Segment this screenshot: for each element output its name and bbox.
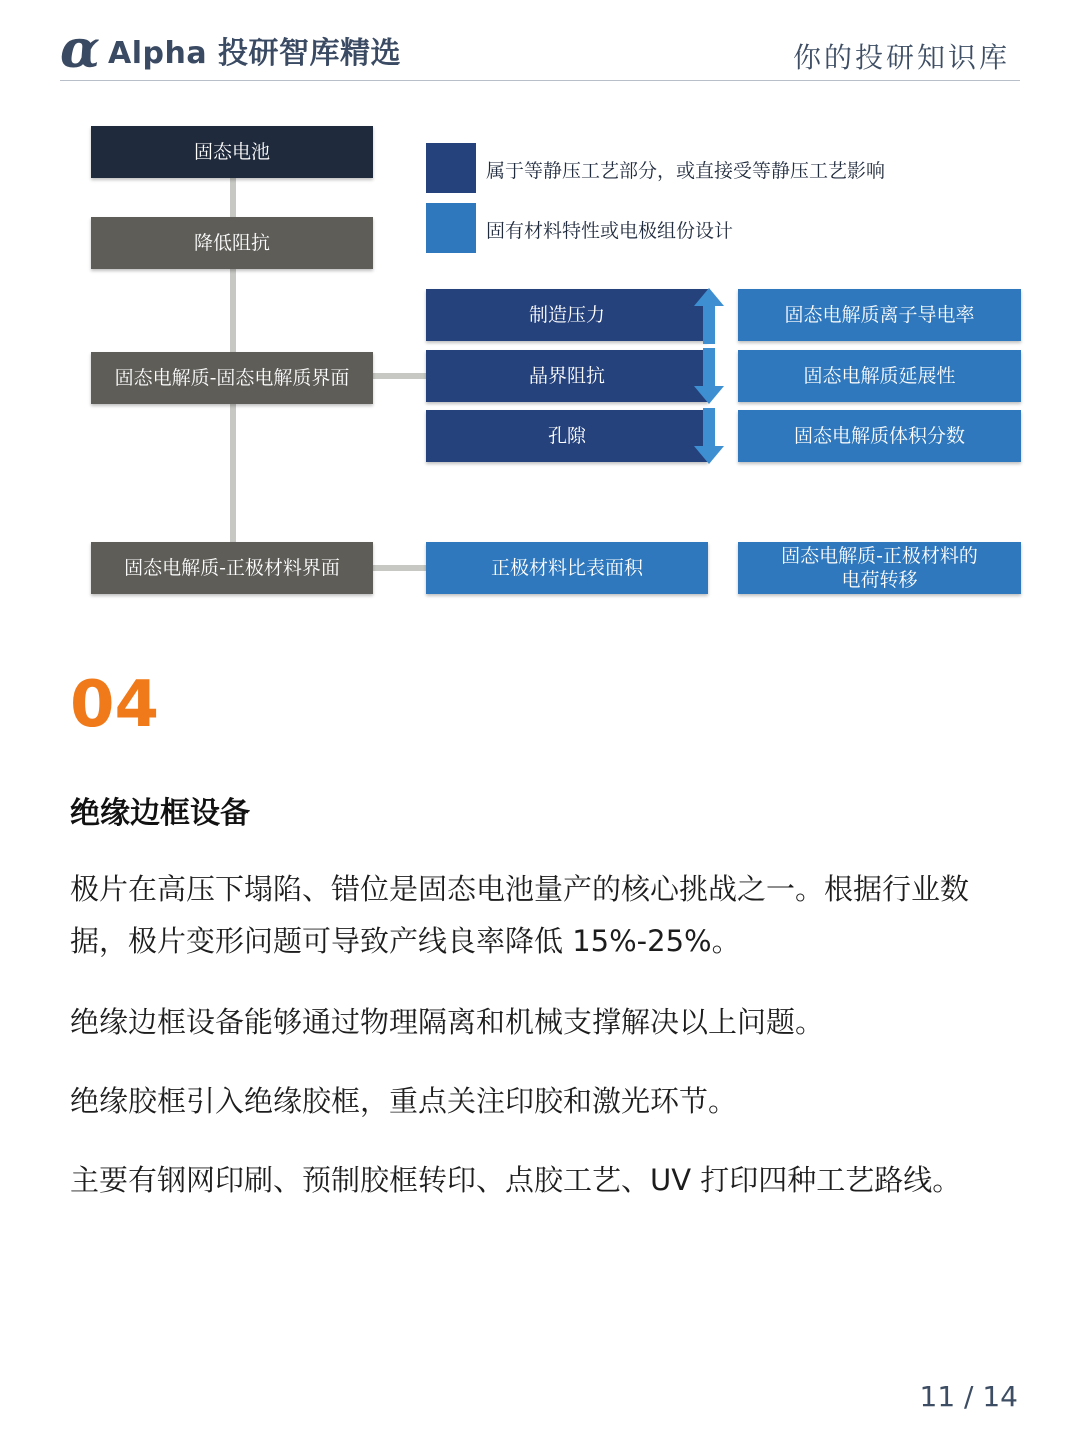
paragraph-3: 绝缘胶框引入绝缘胶框，重点关注印胶和激光环节。	[70, 1084, 738, 1118]
node-reduce-impedance: 降低阻抗	[91, 217, 373, 269]
connector-interface-1	[370, 373, 430, 379]
node-solid-battery: 固态电池	[91, 126, 373, 178]
legend-text-process: 属于等静压工艺部分，或直接受等静压工艺影响	[486, 160, 886, 182]
header-divider	[60, 80, 1020, 81]
brand-logo	[60, 19, 402, 80]
paragraph-1: 极片在高压下塌陷、错位是固态电池量产的核心挑战之一。根据行业数据，极片变形问题可导致产线良率降低 15%-25%。	[70, 872, 970, 958]
alpha-logo-icon: α	[60, 19, 101, 80]
node-charge-transfer: 固态电解质-正极材料的电荷转移	[738, 542, 1021, 594]
arrow-down-icon	[694, 348, 724, 404]
node-manufacturing-pressure: 制造压力	[426, 289, 708, 341]
header-tagline: 你的投研知识库	[792, 41, 1010, 74]
page-header	[60, 18, 1020, 80]
node-ductility: 固态电解质延展性	[738, 350, 1021, 402]
node-cathode-specific-surface: 正极材料比表面积	[426, 542, 708, 594]
node-electrolyte-electrolyte-interface: 固态电解质-固态电解质界面	[91, 352, 373, 404]
section-number: 04	[70, 668, 160, 742]
node-electrolyte-cathode-interface: 固态电解质-正极材料界面	[91, 542, 373, 594]
node-porosity: 孔隙	[426, 410, 708, 462]
paragraph-4: 主要有钢网印刷、预制胶框转印、点胶工艺、UV 打印四种工艺路线。	[70, 1163, 962, 1197]
node-volume-fraction: 固态电解质体积分数	[738, 410, 1021, 462]
node-grain-boundary-impedance: 晶界阻抗	[426, 350, 708, 402]
brand-name: Alpha 投研智库精选	[108, 36, 402, 71]
impedance-diagram	[70, 110, 1030, 610]
connector-interface-2	[370, 565, 430, 571]
arrow-up-icon	[694, 288, 724, 344]
arrow-down-icon	[694, 408, 724, 464]
paragraph-2: 绝缘边框设备能够通过物理隔离和机械支撑解决以上问题。	[70, 1005, 825, 1039]
page-number: 11 / 14	[919, 1380, 1018, 1413]
legend-swatch-navy	[426, 143, 476, 193]
legend-swatch-blue	[426, 203, 476, 253]
legend-text-material: 固有材料特性或电极组份设计	[486, 220, 734, 242]
node-ionic-conductivity: 固态电解质离子导电率	[738, 289, 1021, 341]
section-title: 绝缘边框设备	[70, 796, 250, 831]
